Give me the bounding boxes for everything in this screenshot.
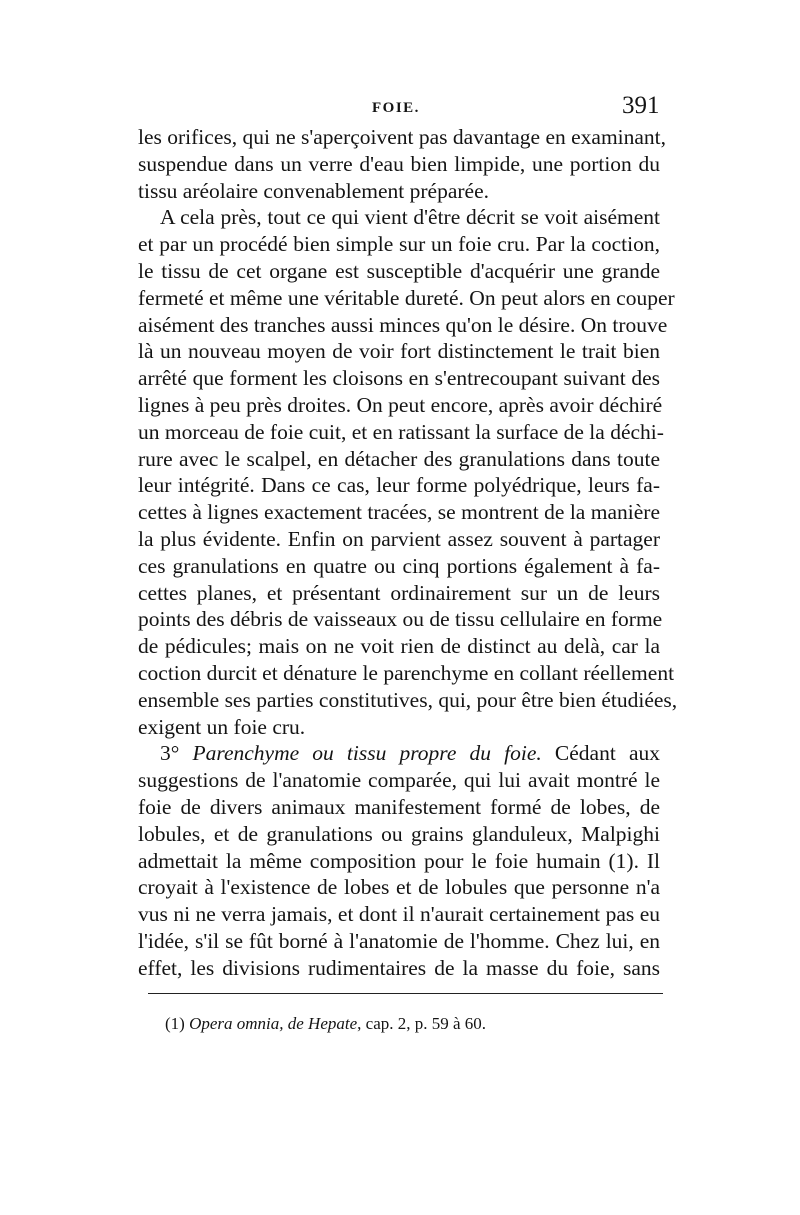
text-line: foie de divers animaux manifestement formé de lobes, de bbox=[138, 794, 660, 819]
text-line: ces granulations en quatre ou cinq portions également à fa- bbox=[138, 553, 660, 578]
footnote-marker: (1) bbox=[165, 1014, 185, 1033]
section-number: 3° bbox=[160, 741, 180, 766]
text-line: A cela près, tout ce qui vient d'être décrit se voit aisément bbox=[160, 205, 660, 230]
text-line: tissu aréolaire convenablement préparée. bbox=[138, 178, 489, 203]
footnote bbox=[165, 1014, 486, 1034]
text-line: points des débris de vaisseaux ou de tissu cellulaire en forme bbox=[138, 607, 663, 632]
running-head: FOIE. bbox=[372, 100, 420, 116]
text-line: de pédicules; mais on ne voit rien de distinct au delà, car la bbox=[138, 634, 660, 659]
text-line: un morceau de foie cuit, et en ratissant la surface de la déchi- bbox=[138, 419, 664, 444]
text-line: suspendue dans un verre d'eau bien limpide, une portion du bbox=[138, 151, 660, 176]
text-line: arrêté que forment les cloisons en s'entrecoupant suivant des bbox=[138, 366, 660, 391]
text-line: et par un procédé bien simple sur un foie cru. Par la coction, bbox=[138, 232, 660, 257]
body-text bbox=[138, 124, 678, 982]
text-line: suggestions de l'anatomie comparée, qui lui avait montré le bbox=[138, 768, 660, 793]
text-line: lobules, et de granulations ou grains glanduleux, Malpighi bbox=[138, 821, 660, 846]
page-number: 391 bbox=[622, 92, 660, 119]
text-line: admettait la même composition pour le foie humain (1). Il bbox=[138, 848, 660, 873]
paragraph-coction bbox=[138, 204, 678, 740]
footnote-divider bbox=[148, 993, 663, 994]
footnote-title: Opera omnia, de Hepate bbox=[189, 1014, 358, 1033]
text-line: leur intégrité. Dans ce cas, leur forme polyédrique, leurs fa- bbox=[138, 473, 660, 498]
text-line: croyait à l'existence de lobes et de lobules que personne n'a bbox=[138, 875, 660, 900]
text-line: fermeté et même une véritable dureté. On peut alors en couper bbox=[138, 285, 675, 310]
footnote-reference: , cap. 2, p. 59 à 60. bbox=[357, 1014, 487, 1033]
text-line: l'idée, s'il se fût borné à l'anatomie de l'homme. Chez lui, en bbox=[138, 928, 660, 953]
text-line: cettes planes, et présentant ordinairement sur un de leurs bbox=[138, 580, 660, 605]
text-line: le tissu de cet organe est susceptible d'acquérir une grande bbox=[138, 258, 660, 283]
text-line: la plus évidente. Enfin on parvient assez souvent à partager bbox=[138, 526, 660, 551]
text-line: les orifices, qui ne s'aperçoivent pas davantage en examinant, bbox=[138, 125, 667, 149]
text-line: lignes à peu près droites. On peut encore, après avoir déchiré bbox=[138, 392, 663, 417]
text-line: aisément des tranches aussi minces qu'on le désire. On trouve bbox=[138, 312, 668, 337]
text-line: ensemble ses parties constitutives, qui, pour être bien étudiées, bbox=[138, 687, 678, 712]
text-line: rure avec le scalpel, en détacher des granulations dans toute bbox=[138, 446, 660, 471]
text-line: cettes à lignes exactement tracées, se montrent de la manière bbox=[138, 500, 660, 525]
section-first-line-rest: Cédant aux bbox=[554, 741, 660, 766]
paragraph-continuation bbox=[138, 124, 667, 204]
section-heading-line bbox=[138, 740, 660, 767]
text-line: vus ni ne verra jamais, et dont il n'aurait certainement pas eu bbox=[138, 902, 660, 927]
section-title: Parenchyme ou tissu propre du foie. bbox=[192, 741, 542, 766]
text-line: exigent un foie cru. bbox=[138, 714, 306, 739]
paragraph-parenchyme bbox=[138, 740, 660, 981]
text-line: là un nouveau moyen de voir fort distinctement le trait bien bbox=[138, 339, 660, 364]
text-line: effet, les divisions rudimentaires de la masse du foie, sans bbox=[138, 955, 660, 980]
text-line: coction durcit et dénature le parenchyme en collant réellement bbox=[138, 660, 675, 685]
